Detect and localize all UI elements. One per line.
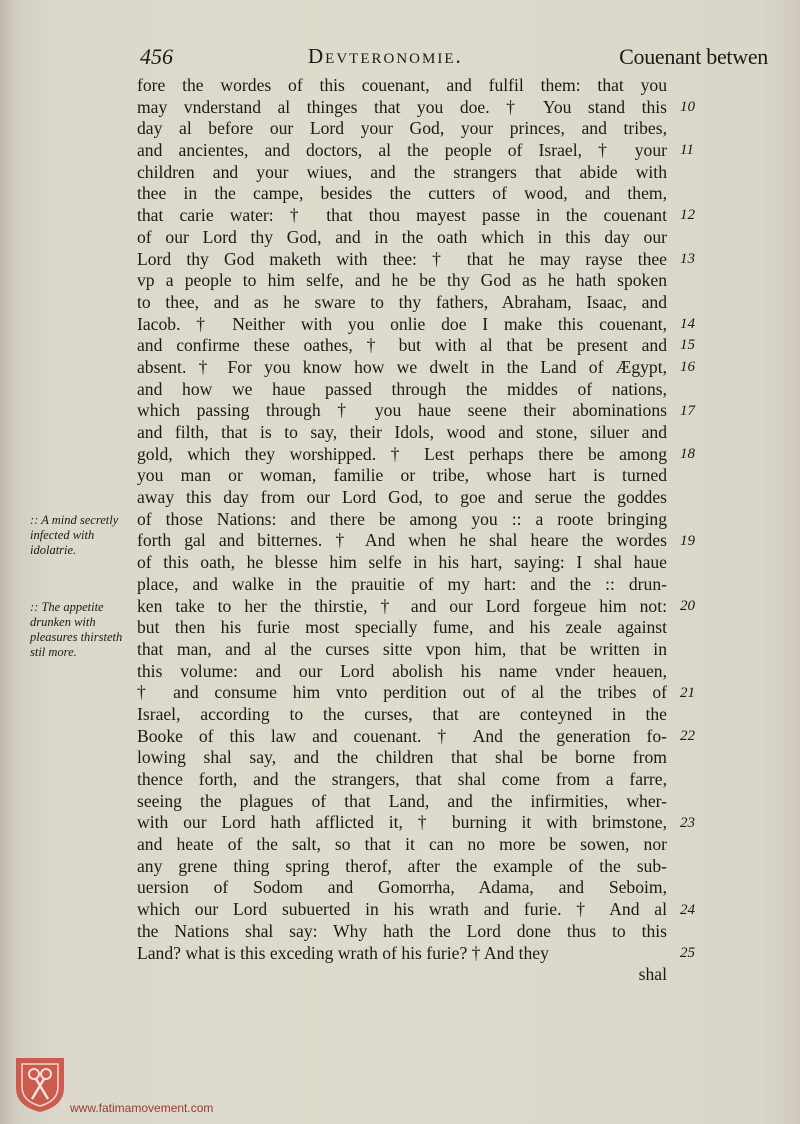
book-title: Devteronomie. [308, 44, 463, 68]
text-line: ken take to her the thirstie, † and our Lord forgeue him not: [137, 595, 667, 616]
text-line: of those Nations: and there be among you :: a roote bringing [137, 508, 667, 529]
watermark-url[interactable]: www.fatimamovement.com [70, 1101, 214, 1115]
text-line: of our Lord thy God, and in the oath which in this day our [137, 226, 667, 247]
margin-note: :: The appetite drunken with pleasures thirsteth stil more. [30, 599, 123, 659]
verse-number: 12 [680, 207, 695, 224]
text-line: any grene thing spring therof, after the example of the sub- [137, 855, 667, 876]
text-line: which our Lord subuerted in his wrath and furie. † And al [137, 899, 667, 920]
text-line: uersion of Sodom and Gomorrha, Adama, and Seboim, [137, 877, 667, 898]
text-line: absent. † For you know how we dwelt in the Land of Ægypt, [137, 356, 667, 377]
text-line: this volume: and our Lord abolish his name vnder heauen, [137, 660, 667, 681]
verse-number: 25 [680, 945, 695, 961]
page-header [140, 44, 780, 76]
text-line: children and your wiues, and the strangers that abide with [137, 161, 667, 182]
text-line: but then his furie most specially fume, and his zeale against [137, 617, 667, 638]
text-line: place, and walke in the prauitie of my hart: and the :: drun- [137, 573, 667, 594]
running-head: Couenant betwen [619, 44, 768, 69]
verse-number: 16 [680, 359, 695, 376]
verse-number: 14 [680, 315, 695, 332]
verse-number: 22 [680, 728, 695, 744]
text-line: day al before our Lord your God, your princes, and tribes, [137, 118, 667, 139]
papal-seal-icon [12, 1054, 68, 1114]
verse-number: 15 [680, 337, 695, 354]
verse-number: 18 [680, 445, 695, 462]
text-line: Lord thy God maketh with thee: † that he may rayse thee [137, 248, 667, 269]
text-line: Booke of this law and couenant. † And the generation fo- [137, 725, 667, 746]
text-line: with our Lord hath afflicted it, † burning it with brimstone, [137, 812, 667, 833]
verse-number: 13 [680, 250, 695, 267]
verse-number: 23 [680, 814, 695, 831]
text-line: fore the wordes of this couenant, and fulfil them: that you [137, 75, 667, 95]
text-line: thee in the campe, besides the cutters of wood, and them, [137, 183, 667, 204]
text-line: Israel, according to the curses, that are conteyned in the [137, 703, 667, 724]
text-line: seeing the plagues of that Land, and the infirmities, wher- [137, 790, 667, 811]
verse-number: 10 [680, 98, 695, 115]
text-line: of this oath, he blesse him selfe in his hart, saying: I shal haue [137, 552, 667, 573]
text-line: that carie water: † that thou mayest passe in the couenant [137, 205, 667, 226]
text-line: thence forth, and the strangers, that shal come from a farre, [137, 769, 667, 789]
page-number: 456 [140, 44, 173, 69]
verse-number: 20 [680, 597, 695, 614]
margin-note: :: A mind secretly infected with idolatrie. [30, 513, 119, 557]
text-line: and confirme these oathes, † but with al that be present and [137, 335, 667, 356]
text-line: and filth, that is to say, their Idols, wood and stone, siluer and [137, 422, 667, 442]
verse-number: 17 [680, 402, 695, 419]
verse-number: 11 [680, 142, 694, 159]
text-line: and ancientes, and doctors, al the people of Israel, † your [137, 140, 667, 161]
text-line: to thee, and as he sware to thy fathers, Abraham, Isaac, and [137, 291, 667, 312]
body-text [137, 75, 667, 986]
text-line: lowing shal say, and the children that shal be borne from [137, 747, 667, 768]
text-line: you man or woman, familie or tribe, whose hart is turned [137, 465, 667, 486]
text-line: † and consume him vnto perdition out of al the tribes of [137, 682, 667, 703]
verse-number: 19 [680, 532, 695, 549]
verse-number: 21 [680, 684, 695, 701]
text-line: gold, which they worshipped. † Lest perhaps there be among [137, 443, 667, 464]
text-line: away this day from our Lord God, to goe and serue the goddes [137, 487, 667, 508]
text-line: forth gal and bitternes. † And when he shal heare the wordes [137, 530, 667, 551]
verse-number: 24 [680, 901, 695, 918]
text-line: that man, and al the curses sitte vpon him, that be written in [137, 638, 667, 659]
text-line: and heate of the salt, so that it can no more be sowen, nor [137, 834, 667, 855]
text-line: vp a people to him selfe, and he be thy God as he hath spoken [137, 270, 667, 291]
text-line: the Nations shal say: Why hath the Lord done thus to this [137, 920, 667, 941]
text-line: may vnderstand al thinges that you doe. † You stand this [137, 96, 667, 117]
text-line: and how we haue passed through the middes of nations, [137, 378, 667, 399]
text-line: Iacob. † Neither with you onlie doe I make this couenant, [137, 313, 667, 334]
catchword: shal [638, 964, 667, 985]
text-line: which passing through † you haue seene their abominations [137, 400, 667, 421]
text-line: Land? what is this exceding wrath of his furie? † And they [137, 942, 549, 963]
